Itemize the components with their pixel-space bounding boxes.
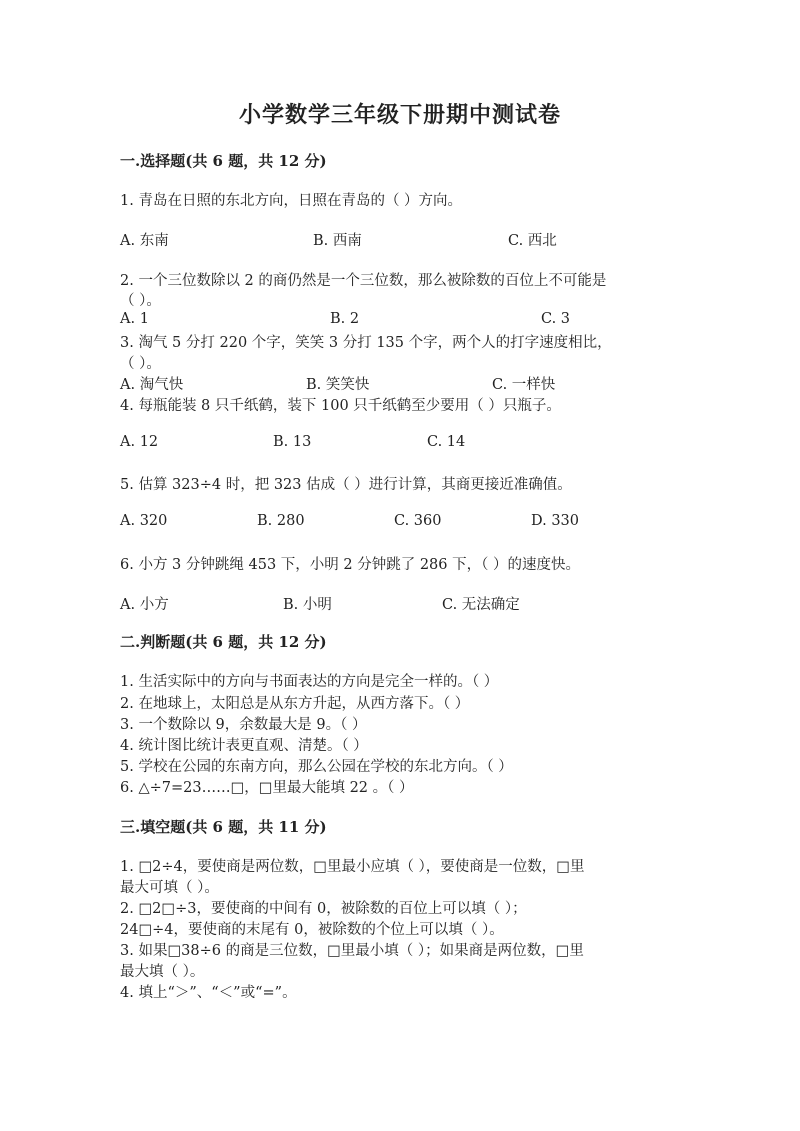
option-a: A. 小方 bbox=[120, 597, 169, 613]
question-text: 2. 一个三位数除以 2 的商仍然是一个三位数，那么被除数的百位上不可能是 bbox=[120, 273, 607, 289]
question-text: 4. 每瓶能装 8 只千纸鹤，装下 100 只千纸鹤至少要用（ ）只瓶子。 bbox=[120, 398, 561, 414]
option-a: A. 320 bbox=[120, 513, 168, 529]
option-b: B. 280 bbox=[257, 513, 305, 529]
option-c: C. 3 bbox=[541, 311, 571, 327]
option-b: B. 13 bbox=[273, 434, 312, 450]
section-heading-judge: 二.判断题(共 6 题，共 12 分) bbox=[120, 633, 327, 651]
section-heading-fill: 三.填空题(共 6 题，共 11 分) bbox=[120, 818, 327, 836]
option-a: A. 东南 bbox=[120, 233, 169, 249]
option-a: A. 淘气快 bbox=[120, 377, 184, 393]
option-b: B. 笑笑快 bbox=[306, 377, 370, 393]
judge-item: 6. △÷7=23……□，□里最大能填 22 。（ ） bbox=[120, 780, 414, 796]
question-text: 6. 小方 3 分钟跳绳 453 下，小明 2 分钟跳了 286 下，（ ）的速度快。 bbox=[120, 557, 580, 573]
fill-item: 2. □2□÷3，要使商的中间有 0，被除数的百位上可以填（ ）； bbox=[120, 901, 527, 917]
option-d: D. 330 bbox=[531, 513, 580, 529]
question-text: 5. 估算 323÷4 时，把 323 估成（ ）进行计算，其商更接近准确值。 bbox=[120, 477, 572, 493]
fill-item-cont: 最大填（ ）。 bbox=[120, 964, 205, 980]
option-a: A. 12 bbox=[120, 434, 159, 450]
option-c: C. 14 bbox=[427, 434, 466, 450]
judge-item: 5. 学校在公园的东南方向，那么公园在学校的东北方向。（ ） bbox=[120, 759, 513, 775]
option-b: B. 西南 bbox=[313, 233, 362, 249]
option-c: C. 无法确定 bbox=[442, 597, 520, 613]
section-heading-choice: 一.选择题(共 6 题，共 12 分) bbox=[120, 152, 327, 170]
fill-item: 4. 填上“＞”、“＜”或“=”。 bbox=[120, 985, 297, 1001]
fill-item-cont: 24□÷4，要使商的末尾有 0，被除数的个位上可以填（ ）。 bbox=[120, 922, 504, 938]
judge-item: 4. 统计图比统计表更直观、清楚。（ ） bbox=[120, 738, 368, 754]
page-title: 小学数学三年级下册期中测试卷 bbox=[238, 102, 561, 128]
option-c: C. 西北 bbox=[508, 233, 557, 249]
judge-item: 2. 在地球上，太阳总是从东方升起，从西方落下。（ ） bbox=[120, 696, 470, 712]
fill-item-cont: 最大可填（ ）。 bbox=[120, 880, 219, 896]
question-text: 1. 青岛在日照的东北方向，日照在青岛的（ ）方向。 bbox=[120, 193, 463, 209]
option-b: B. 小明 bbox=[283, 597, 332, 613]
question-text-cont: （ ）。 bbox=[120, 356, 161, 372]
option-a: A. 1 bbox=[120, 311, 149, 327]
option-c: C. 360 bbox=[394, 513, 442, 529]
judge-item: 3. 一个数除以 9，余数最大是 9。（ ） bbox=[120, 717, 367, 733]
judge-item: 1. 生活实际中的方向与书面表达的方向是完全一样的。（ ） bbox=[120, 674, 499, 690]
option-c: C. 一样快 bbox=[492, 377, 556, 393]
fill-item: 3. 如果□38÷6 的商是三位数，□里最小填（ ）；如果商是两位数，□里 bbox=[120, 943, 584, 959]
question-text-cont: （ ）。 bbox=[120, 293, 161, 309]
question-text: 3. 淘气 5 分打 220 个字，笑笑 3 分打 135 个字，两个人的打字速度相比， bbox=[120, 335, 612, 351]
fill-item: 1. □2÷4，要使商是两位数，□里最小应填（ ），要使商是一位数，□里 bbox=[120, 859, 585, 875]
option-b: B. 2 bbox=[330, 311, 360, 327]
